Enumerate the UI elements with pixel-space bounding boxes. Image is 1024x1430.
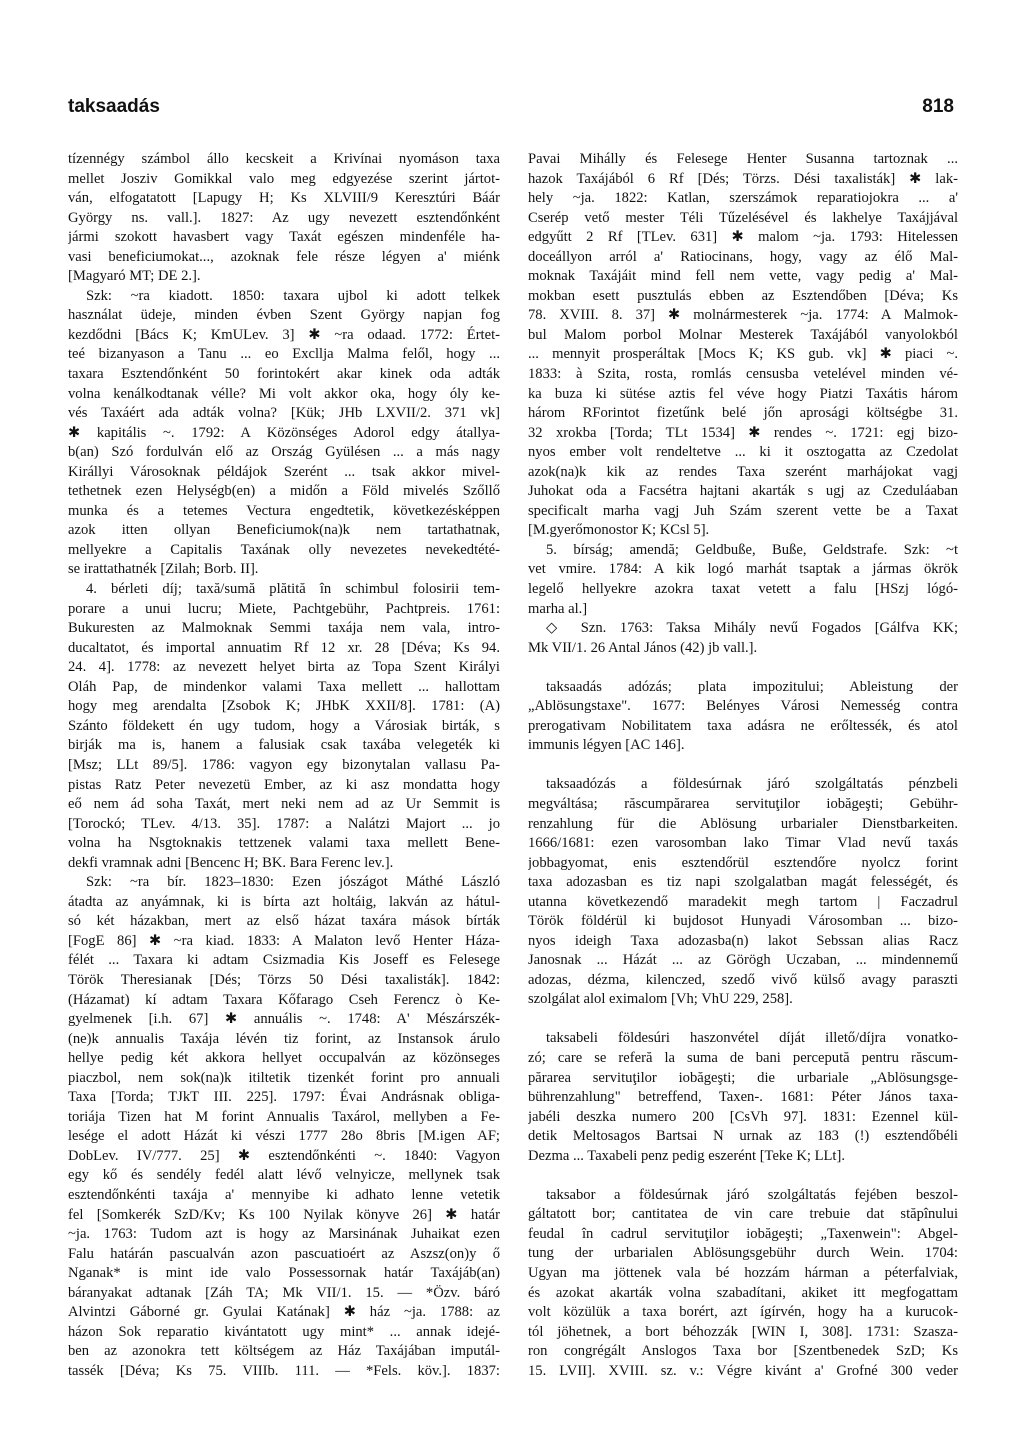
text-line: Janosnak ... Házát ... az Görögh Uczaban, ... mindennemű <box>528 952 958 969</box>
text-line: jobbagyomat, enis esztendőrül esztendőre nyolcz forint <box>528 854 958 871</box>
text-line: fel [Somkerék SzD/Kv; Ks 100 Nyilak könyve 26] ✱ határ <box>68 1206 500 1223</box>
text-line: taxara Esztendőnként 50 forintokért akar kinek oda adták <box>68 366 500 383</box>
text-line: ducaltatot, és importal annuatim Rf 12 xr. 28 [Déva; Ks 94. <box>68 639 500 656</box>
text-line: [M.gyerőmonostor K; KCsl 5]. <box>528 522 710 539</box>
text-line: mellet Josziv Gomikkal valo meg edgyezése szerint jártot- <box>68 170 500 187</box>
text-line: ka buza ki sütése aztis fel véve hogy Piatzi Taxátis három <box>528 385 958 402</box>
text-line: egy kő és sendély fedél alatt lévő velnyicze, mellynek tsak <box>68 1167 500 1184</box>
text-line: Oláh Pap, de mindenkor valami Taxa mellett ... hallottam <box>68 678 500 695</box>
text-line: azok(na)k kik az rendes Taxa szerént marhájokat vagj <box>528 463 958 480</box>
text-line: taksabor a földesúrnak járó szolgáltatás fejében beszol- <box>546 1186 958 1203</box>
text-line: vés Taxáért ada adták volna? [Kük; JHb LXVII/2. 371 vk] <box>68 405 500 422</box>
text-line: gáltatott bor; cantitatea de vin care trebuie dat stăpînului <box>528 1206 958 1223</box>
text-line: marha al.] <box>528 600 588 617</box>
text-line: használat üdeje, minden évben Szent György napjan fog <box>68 307 500 324</box>
text-line: esztendőnkénti taxája a' mennyibe ki adhato lenne vetetik <box>68 1186 500 1203</box>
text-line: volna ha Nsgtoknakis tettzenek valami taxa mellett Bene- <box>68 835 500 852</box>
text-line: legelő hellyekre azokra taxat vetett a falu [HSzj lógó- <box>528 581 958 598</box>
text-line: mokban esett pusztulás ebben az Esztendőben [Déva; Ks <box>528 287 958 304</box>
text-line: 4. bérleti díj; taxă/sumă plătită în schimbul folosirii tem- <box>86 581 500 598</box>
text-line: [Torockó; TLev. 4/13. 35]. 1787: a Nalátzi Majort ... jo <box>68 815 500 832</box>
text-line: Szk: ~ra kiadott. 1850: taxara ujbol ki adott telkek <box>86 287 500 304</box>
text-line: 15. LVII]. XVIII. sz. v.: Végre kivánt a' Grofné 300 veder <box>528 1362 958 1379</box>
text-line: taxa adozasban es tiz napi szolgalatban magát felességét, és <box>528 874 958 891</box>
text-line: Taxa [Torda; TJkT III. 225]. 1797: Évai Andrásnak obliga- <box>68 1089 500 1106</box>
text-line: hellye pedig két akkora hellyet occupalván az közönseges <box>68 1050 500 1067</box>
text-line: immunis légyen [AC 146]. <box>528 737 685 754</box>
text-line: hogy meg arendalta [Zsobok K; JHbK XXII/8]. 1781: (A) <box>68 698 500 715</box>
text-line: tung der urbarialen Ablösungsgebühr durch Wein. 1704: <box>528 1245 958 1262</box>
text-line: ... mennyit prosperáltak [Mocs K; KS gub. vk] ✱ piaci ~. <box>528 346 958 363</box>
left-column <box>68 150 500 1381</box>
text-line: Török földérül ki bujdosot Hunyadi Városomban ... bizo- <box>528 913 958 930</box>
text-line: 78. XVIII. 8. 37] ✱ molnármesterek ~ja. 1774: A Malmok- <box>528 307 958 324</box>
text-line: volna kenálkodtanak vélle? Mi volt akkor oka, hogy óly ke- <box>68 385 500 402</box>
text-line: părarea servituţilor iobăgeşti; die urbariale „Ablösungsge- <box>528 1069 958 1086</box>
text-line: Pavai Mihálly és Felesege Henter Susanna tartoznak ... <box>528 151 958 167</box>
text-line: Cserép vető mester Téli Tűzelésével és lakhelye Taxájjával <box>528 209 958 226</box>
text-line: Török Theresianak [Dés; Törzs 50 Dési taxalisták]. 1842: <box>68 971 500 988</box>
text-line: piaczbol, nem sok(na)k itiltetik tizenkét forint pro annuali <box>68 1069 500 1086</box>
text-line: jármi szokott havasbert vagy Taxát egészen mindenféle ha- <box>68 229 500 246</box>
text-line: DobLev. IV/777. 25] ✱ esztendőnkénti ~. 1840: Vagyon <box>68 1147 500 1164</box>
text-line: gyelmenek [i.h. 67] ✱ annuális ~. 1748: A' Mészárszék- <box>68 1011 500 1028</box>
text-line: volt közülük a taxa borért, azt ígírvén, hogy ha a kurucok- <box>528 1304 958 1321</box>
page-header <box>68 96 954 124</box>
text-line: ben az azonokra tett költségem az Ház Taxájában imputál- <box>68 1343 500 1360</box>
right-column <box>528 150 958 1381</box>
text-line: Nganak* is mint ide valo Possessornak határ Taxájáb(an) <box>68 1265 500 1282</box>
text-line: mellyekre a Capitalis Taxának olly nevezetes nevekedtété- <box>68 541 500 558</box>
text-line: Szánto földekett én ugy tudom, hogy a Városiak birták, s <box>68 717 500 734</box>
text-line: tízennégy számbol állo kecskeit a Krivínai nyomáson taxa <box>68 151 500 167</box>
text-line: se irattathatnék [Zilah; Borb. II]. <box>68 561 259 578</box>
text-line: vasi beneficiumokat..., azoknak fele része légyen a' miénk <box>68 248 500 265</box>
text-line: taksaadás adózás; plata impozitului; Ableistung der <box>546 678 958 695</box>
text-line: átadta az anyámnak, ki is bírta azt holtáig, lakván az hátul- <box>68 893 500 910</box>
text-line: tól jöhetnek, a bort béhozzák [WIN I, 308]. 1731: Szasza- <box>528 1323 958 1340</box>
text-line: nyos ideigh Taxa adozasba(n) lakot Sebssan alias Racz <box>528 932 958 949</box>
text-line: vet vmire. 1784: A kik logó marhát tsaptak a jármas ökrök <box>528 561 958 578</box>
text-line: Falu határán pascualván azon pascuatioért az Aszsz(on)y ő <box>68 1245 500 1262</box>
text-line: moknak Taxájáit mind fell nem vette, vagy pedig a' Mal- <box>528 268 958 285</box>
text-line: adozas, dézma, kilenczed, szedő vivő külső avagy paraszti <box>528 971 958 988</box>
text-line: Dezma ... Taxabeli penz pedig eszerént [Teke K; LLt]. <box>528 1147 845 1164</box>
text-line: három RForintot fizetűnk belé jőn aprosági költségbe 31. <box>528 405 958 422</box>
text-line: bul Malom porbol Molnar Mesterek Taxájából vanyolokból <box>528 326 958 343</box>
text-line: Juhokat oda a Facsétra hajtani akarták s ugj az Czeduláaban <box>528 483 958 500</box>
text-line: szolgálat alol eximalom [Vh; VhU 229, 258]. <box>528 991 793 1008</box>
text-line: és azokat akarták volna szabadítani, akiket itt megfogattam <box>528 1284 958 1301</box>
text-line: ván, elfogatatott [Lapugy H; Ks XLVIII/9 Keresztúri Báár <box>68 190 500 207</box>
text-line: teé bizanyason a Tanu ... eo Excllja Malma felől, hogy ... <box>68 346 500 363</box>
text-line: Szk: ~ra bír. 1823–1830: Ezen jószágot Máthé László <box>86 874 500 891</box>
text-line: bührenzahlung" betreffend, Taxen-. 1681: Péter János taxa- <box>528 1089 958 1106</box>
text-line: toriája Tizen hat M forint Annualis Taxárol, mellyben a Fe- <box>68 1108 500 1125</box>
text-line: detik Meltosagos Bartsai N urnak az 183 (!) esztendőbéli <box>528 1128 958 1145</box>
text-line: [Msz; LLt 89/5]. 1786: vagyon egy bizonytalan vallasu Pa- <box>68 756 500 773</box>
text-line: „Ablösungstaxe". 1677: Belényes Városi Nemesség contra <box>528 698 958 715</box>
text-line: ✱ kapitális ~. 1792: A Közönséges Adorol edgy átallya- <box>68 424 500 441</box>
entry-gap <box>528 756 958 776</box>
text-line: 24. 4]. 1778: az nevezett helyet birta az Topa Szent Királyi <box>68 659 500 676</box>
text-line: renzahlung für die Ablösung urbarialer Dienstbarkeiten. <box>528 815 958 832</box>
text-line: Alvintzi Gáborné gr. Gyulai Katának] ✱ ház ~ja. 1788: az <box>68 1304 500 1321</box>
text-line: félét ... Taxara ki adtam Csizmadia Kis Joseff es Felesege <box>68 952 500 969</box>
text-line: György ns. vall.]. 1827: Az ugy nevezett esztendőnként <box>68 209 500 226</box>
text-line: edgyűtt 2 Rf [TLev. 631] ✱ malom ~ja. 1793: Hitelessen <box>528 229 958 246</box>
text-line: hazok Taxájából 6 Rf [Dés; Törzs. Dési taxalisták] ✱ lak- <box>528 170 958 187</box>
text-line: azok itten ollyan Beneficiumok(na)k nem tartathatnak, <box>68 522 500 539</box>
text-line: pistas Ratz Peter nevezetü Ember, az ki asz mondatta hogy <box>68 776 500 793</box>
text-line: lesége el adott Házát ki vészi 1777 28o 8bris [M.igen AF; <box>68 1128 500 1145</box>
text-line: (Házamat) kí adtam Taxara Kőfarago Cseh Ferencz ò Ke- <box>68 991 500 1008</box>
text-line: Bukuresten az Malmoknak Semmi taxája nem vala, intro- <box>68 620 500 637</box>
text-line: [Magyaró MT; DE 2.]. <box>68 268 201 285</box>
text-line: dekfi vramnak adni [Bencenc H; BK. Bara Ferenc lev.]. <box>68 854 394 871</box>
text-line: ◇ Szn. 1763: Taksa Mihály nevű Fogados [Gálfva KK; <box>546 620 958 637</box>
text-line: b(an) Szó fordulván elő az Ország Gyülésen ... a más nagy <box>68 444 500 461</box>
text-line: prerogativam Nobilitatem taxa adásra ne erőltessék, és atol <box>528 717 958 734</box>
text-line: (ne)k annualis Taxája lévén tiz forint, az Instansok árulo <box>68 1030 500 1047</box>
text-line: ron congrégált Anslogos Taxa bor [Szentbenedek SzD; Ks <box>528 1343 958 1360</box>
text-line: taksabeli földesúri haszonvétel díját illető/díjra vonatko- <box>546 1030 958 1047</box>
text-line: Mk VII/1. 26 Antal János (42) jb vall.]. <box>528 639 758 656</box>
text-line: 32 xrokba [Torda; TLt 1534] ✱ rendes ~. 1721: egj bizo- <box>528 424 958 441</box>
text-line: ~ja. 1763: Tudom azt is hogy az Marsinának Juhaikat ezen <box>68 1226 500 1243</box>
text-line: tassék [Déva; Ks 75. VIIIb. 111. — *Fels. köv.]. 1837: <box>68 1362 500 1379</box>
text-line: só két házakban, mert az első házat taxára mások bírták <box>68 913 500 930</box>
text-line: birják ma is, hanem a falusiak csak taxába velegeték ki <box>68 737 500 754</box>
text-line: Királlyi Városoknak példájok Szerént ... tsak akkor mivel- <box>68 463 500 480</box>
text-line: 5. bírság; amendă; Geldbuße, Buße, Geldstrafe. Szk: ~t <box>546 541 958 558</box>
text-line: megváltása; răscumpărarea servituţilor iobăgeşti; Gebühr- <box>528 795 958 812</box>
text-line: feudal în cadrul servituţilor iobăgeşti; „Taxenwein": Abgel- <box>528 1225 958 1242</box>
text-line: jabéli deszka numero 200 [CsVh 97]. 1831: Ezennel kül- <box>528 1108 958 1125</box>
text-line: tethetnek ezen Helységb(en) a midőn a Föld mivelés Szőllő <box>68 483 500 500</box>
text-line: báranyakat adtanak [Záh TA; Mk VII/1. 15. — *Özv. báró <box>68 1284 500 1301</box>
text-line: hely ~ja. 1822: Katlan, szerszámok reparatiojokra ... a' <box>528 190 958 207</box>
text-line: Ugyan ma jöttenek vala bé hozzám hárman a péterfalviak, <box>528 1264 958 1281</box>
text-line: eő nem ád soha Taxát, mert neki nem ad az Ur Semmit is <box>68 796 500 813</box>
entry-gap <box>528 1010 958 1030</box>
text-line: taksaadózás a földesúrnak járó szolgáltatás pénzbeli <box>546 776 958 793</box>
text-line: [FogE 86] ✱ ~ra kiad. 1833: A Malaton levő Henter Háza- <box>68 932 500 949</box>
text-line: nyos ember volt rendeltetve ... ki it osztogatta az Czedolat <box>528 444 958 461</box>
text-line: zó; care se referă la suma de bani percepută pentru răscum- <box>528 1050 958 1067</box>
running-headword: taksaadás <box>68 96 160 117</box>
text-line: porare a unui lucru; Miete, Pachtgebühr, Pachtpreis. 1761: <box>68 600 500 617</box>
text-line: munka és a tetemes Vectura engedtetik, következésképpen <box>68 502 500 519</box>
text-line: utanna következendő maradekit megh tartom | Faczadrul <box>528 893 958 910</box>
text-line: házon Sok reparatio kivántatott ugy mint* ... annak idejé- <box>68 1323 500 1340</box>
text-line: doceállyon arról a' Ratiocinans, hogy, vagy az élő Mal- <box>528 248 958 265</box>
text-line: kezdődni [Bács K; KmULev. 3] ✱ ~ra odaad. 1772: Értet- <box>68 326 500 343</box>
entry-gap <box>528 1166 958 1186</box>
text-line: 1666/1681: ezen varosomban lako Timar Vlad nevű taxás <box>528 835 958 852</box>
entry-gap <box>528 658 958 678</box>
text-line: 1833: à Szita, rosta, romlás censusba vetelével minden vé- <box>528 366 958 383</box>
text-line: specificalt marha vagj Juh Szám szerent vette be a Taxat <box>528 502 958 519</box>
page-number: 818 <box>922 96 954 117</box>
